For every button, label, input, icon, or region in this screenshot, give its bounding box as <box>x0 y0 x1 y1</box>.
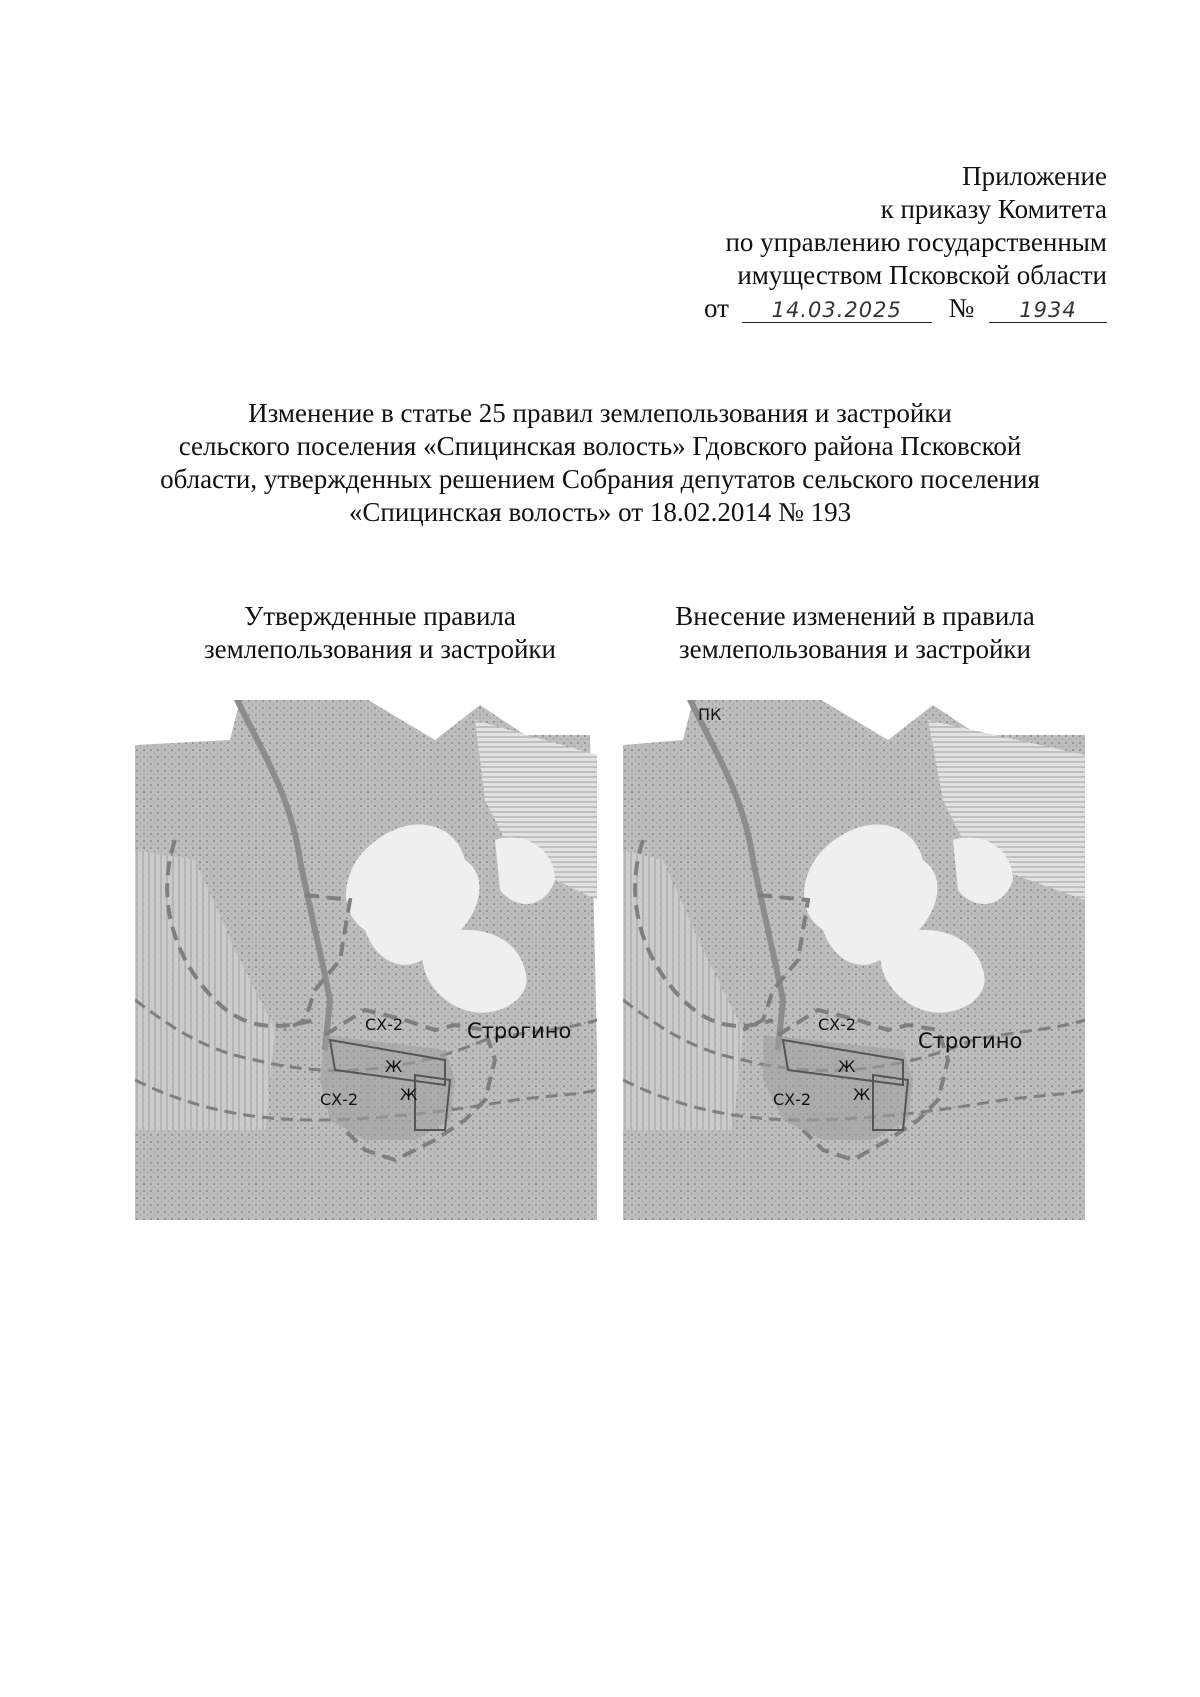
map-proposed-changes <box>623 700 1085 1280</box>
map-label-zh-2: Ж <box>400 1085 418 1104</box>
handwritten-number: 1934 <box>989 298 1107 323</box>
appendix-line-4: имуществом Псковской области <box>737 260 1107 290</box>
column-heading-left <box>170 600 590 666</box>
map-approved-rules <box>135 700 597 1280</box>
appendix-line-3: по управлению государственным <box>725 227 1107 257</box>
appendix-line-1: Приложение <box>962 161 1107 191</box>
document-title <box>0 397 1200 529</box>
number-sign: № <box>948 293 975 323</box>
map-label-sx2-bottom: СХ-2 <box>773 1090 812 1109</box>
map-label-village: Строгино <box>467 1019 572 1043</box>
appendix-date-number-line <box>704 292 1107 325</box>
left-heading-line-1: Утвержденные правила <box>244 601 516 631</box>
appendix-line-2: к приказу Комитета <box>880 194 1107 224</box>
map-label-village: Строгино <box>918 1029 1023 1053</box>
right-heading-line-2: землепользования и застройки <box>678 634 1031 664</box>
left-heading-line-2: землепользования и застройки <box>203 634 556 664</box>
date-prefix: от <box>704 293 729 323</box>
map-approved-svg <box>135 700 597 1280</box>
map-label-sx2-top: СХ-2 <box>818 1015 857 1034</box>
right-heading-line-1: Внесение изменений в правила <box>675 601 1035 631</box>
appendix-block <box>704 160 1107 325</box>
map-label-zh-1: Ж <box>838 1057 856 1076</box>
title-line-1: Изменение в статье 25 правил землепользования и застройки <box>248 398 952 428</box>
title-line-3: области, утвержденных решением Собрания депутатов сельского поселения <box>160 464 1040 494</box>
map-label-zh-2: Ж <box>853 1085 871 1104</box>
title-line-2: сельского поселения «Спицинская волость» Гдовского района Псковской <box>178 431 1022 461</box>
map-label-sx2-bottom: СХ-2 <box>320 1090 359 1109</box>
map-proposed-svg <box>623 700 1085 1280</box>
map-label-sx2-top: СХ-2 <box>365 1015 404 1034</box>
column-heading-right <box>630 600 1080 666</box>
map-label-zh-1: Ж <box>385 1057 403 1076</box>
map-label-pk: ПК <box>698 705 722 724</box>
handwritten-date: 14.03.2025 <box>742 298 932 323</box>
title-line-4: «Спицинская волость» от 18.02.2014 № 193 <box>348 497 852 527</box>
